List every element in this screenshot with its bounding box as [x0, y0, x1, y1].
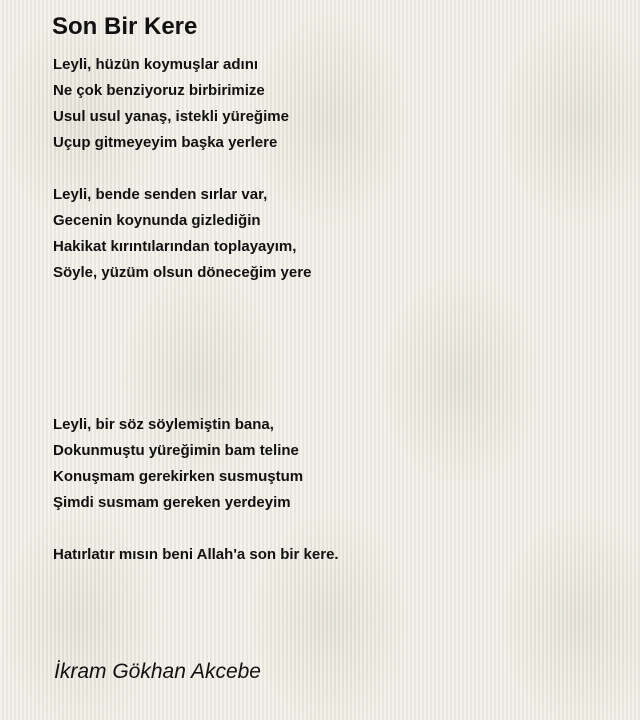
poem-line: Şimdi susmam gereken yerdeyim [53, 494, 291, 511]
poem-line: Leyli, bende senden sırlar var, [53, 186, 268, 203]
poem-title: Son Bir Kere [52, 13, 198, 40]
poem-author: İkram Gökhan Akcebe [54, 660, 261, 683]
poem-line: Leyli, hüzün koymuşlar adını [53, 56, 259, 73]
poem-stanza [53, 182, 311, 286]
poem-line: Konuşmam gerekirken susmuştum [53, 468, 304, 485]
poem-line: Uçup gitmeyeyim başka yerlere [53, 134, 278, 151]
poem-line: Ne çok benziyoruz birbirimize [53, 82, 265, 99]
poem-line: Gecenin koynunda gizlediğin [53, 212, 261, 229]
poem-stanza [53, 542, 339, 568]
poem-line: Usul usul yanaş, istekli yüreğime [53, 108, 289, 125]
poem-line: Leyli, bir söz söylemiştin bana, [53, 416, 274, 433]
poem-line: Dokunmuştu yüreğimin bam teline [53, 442, 299, 459]
poem-line: Hakikat kırıntılarından toplayayım, [53, 238, 297, 255]
poem-line: Hatırlatır mısın beni Allah'a son bir kere. [53, 546, 339, 563]
poem-stanza [53, 412, 303, 516]
poem-line: Söyle, yüzüm olsun döneceğim yere [53, 264, 312, 281]
poem-stanza [53, 52, 289, 156]
